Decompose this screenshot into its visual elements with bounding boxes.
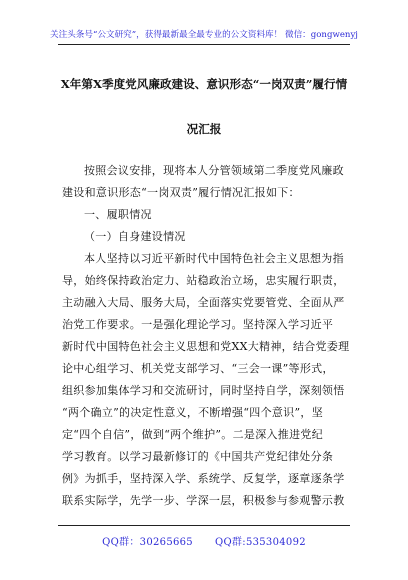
intro-line: 建设和意识形态“一岗双责”履行情况汇报如下： [62,186,300,199]
footer-contacts [0,533,408,548]
footer-divider [58,525,350,526]
subsection-heading-text: （一）自身建设情况 [84,230,186,243]
intro-line: 按照会议安排，现将本人分管领域第二季度党风廉政 [84,164,344,177]
section-heading [62,204,354,226]
paragraph-line: 例》为抓手，坚持深入学、系统学、反复学，逐章逐条学 [62,472,345,485]
paragraph-line: 学习教育。以学习最新修订的《中国共产党纪律处分条 [62,450,334,463]
paragraph-line: 论中心组学习、机关党支部学习、“三会一课”等形式， [62,362,334,375]
paragraph-line: 导，始终保持政治定力、站稳政治立场，忠实履行职责， [62,274,345,287]
footer-qq-group-2: QQ群:535304092 [214,537,306,548]
paragraph-line: 主动融入大局、服务大局，全面落实党要管党、全面从严 [62,296,345,309]
header-divider [58,44,350,45]
paragraph-line: “两个确立”的决定性意义，不断增强“四个意识”，坚 [62,406,323,419]
paragraph-line: 新时代中国特色社会主义思想和党XX大精神，结合党委理 [62,340,350,353]
body-paragraph [62,248,354,512]
section-heading-text: 一、履职情况 [84,208,152,221]
document-title-line-1: X年第X季度党风廉政建设、意识形态“一岗双责”履行情 [60,77,348,91]
intro-paragraph [62,160,354,204]
paragraph-line: 定“四个自信”，做到“两个维护”。二是深入推进党纪 [62,428,323,441]
subsection-heading [62,226,354,248]
paragraph-line: 组织参加集体学习和交流研讨，同时坚持自学，深刻领悟 [62,384,345,397]
header-note: 关注头条号“公文研究”，获得最新最全最专业的公文资料库！ 微信：gongwenyj [50,30,358,40]
document-title-line-2: 况汇报 [186,122,222,136]
footer-qq-group-1: QQ群：30265665 [102,537,193,548]
paragraph-line: 联系实际学，先学一步、学深一层，积极参与参观警示教 [62,494,345,507]
paragraph-line: 本人坚持以习近平新时代中国特色社会主义思想为指 [84,252,344,265]
paragraph-line: 治党工作要求。一是强化理论学习。坚持深入学习近平 [62,318,334,331]
